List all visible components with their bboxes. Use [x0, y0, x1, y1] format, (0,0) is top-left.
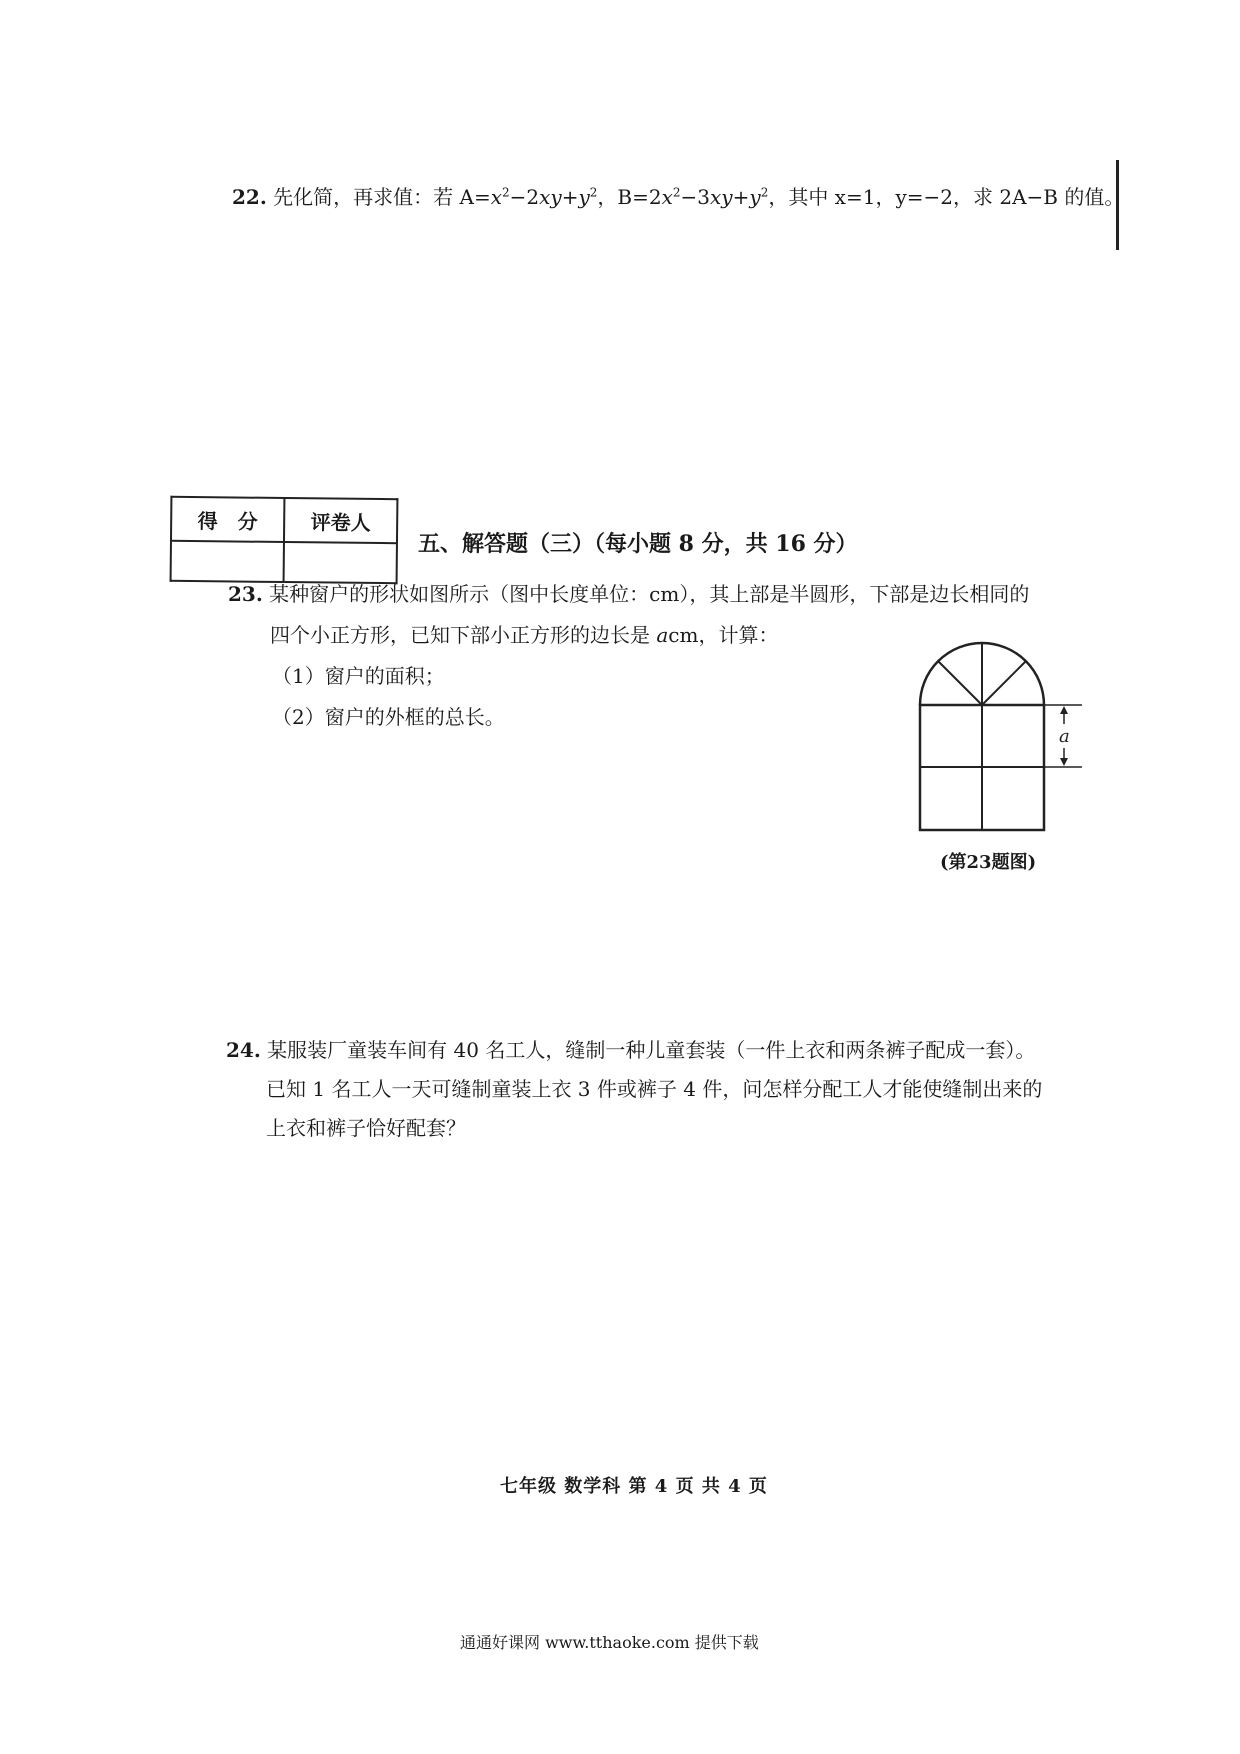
arrowhead-up: [1060, 706, 1068, 714]
section-title: 五、解答题（三）（每小题 8 分，共 16 分）: [418, 531, 858, 557]
question-24-text1: 某服装厂童装车间有 40 名工人，缝制一种儿童套装（一件上衣和两条裤子配成一套）。: [267, 1038, 1036, 1062]
page-footer: 七年级 数学科 第 4 页 共 4 页: [500, 1476, 768, 1497]
window-radial-left: [938, 661, 982, 705]
question-22-expr-a: $x^2-2xy+y^2$: [490, 185, 598, 209]
question-23-text2-suffix: cm，计算：: [668, 623, 779, 647]
question-23-sub2: （2）窗户的外框的总长。: [272, 705, 505, 729]
dimension-label-a: a: [1059, 726, 1070, 747]
question-23-text2-prefix: 四个小正方形，已知下部小正方形的边长是: [270, 623, 657, 647]
question-23-line2: [270, 623, 778, 647]
question-22-expr-b: $2x^2-3xy+y^2$: [648, 185, 769, 209]
question-24-number: 24.: [226, 1038, 261, 1062]
score-label: 得 分: [171, 497, 284, 542]
window-radial-right: [982, 661, 1026, 705]
score-box: [170, 496, 399, 584]
question-22-prefix: 先化简，再求值：若 A=: [273, 185, 491, 209]
window-figure: [910, 640, 1090, 840]
question-24-line1: [226, 1038, 1035, 1062]
question-23-sub1: （1）窗户的面积；: [272, 664, 445, 688]
question-24-line2: 已知 1 名工人一天可缝制童装上衣 3 件或裤子 4 件，问怎样分配工人才能使缝制出来的: [266, 1077, 1043, 1101]
score-cell: [171, 541, 284, 582]
grader-label: 评卷人: [284, 498, 397, 543]
question-22: 22. 先化简，再求值：若 $A=x^2-2xy+y^2$，$B=2x^2-3xy+y^2$，其中 x=1，y=−2，求 2A−B 的值。: [232, 185, 1125, 209]
grader-cell: [284, 542, 397, 583]
question-23-line1: [228, 582, 1029, 606]
question-22-number: 22.: [232, 185, 267, 209]
source-credit: 通通好课网 www.tthaoke.com 提供下载: [460, 1633, 759, 1652]
figure-caption: (第23题图): [940, 852, 1037, 873]
question-22-suffix: ，其中 x=1，y=−2，求 2A−B 的值。: [768, 185, 1125, 209]
question-23-var-a: a: [656, 623, 669, 647]
arrowhead-down: [1060, 758, 1068, 766]
question-23-number: 23.: [228, 582, 263, 606]
question-24-line3: 上衣和裤子恰好配套？: [266, 1116, 466, 1140]
question-23-text1: 某种窗户的形状如图所示（图中长度单位：cm），其上部是半圆形，下部是边长相同的: [269, 582, 1030, 606]
